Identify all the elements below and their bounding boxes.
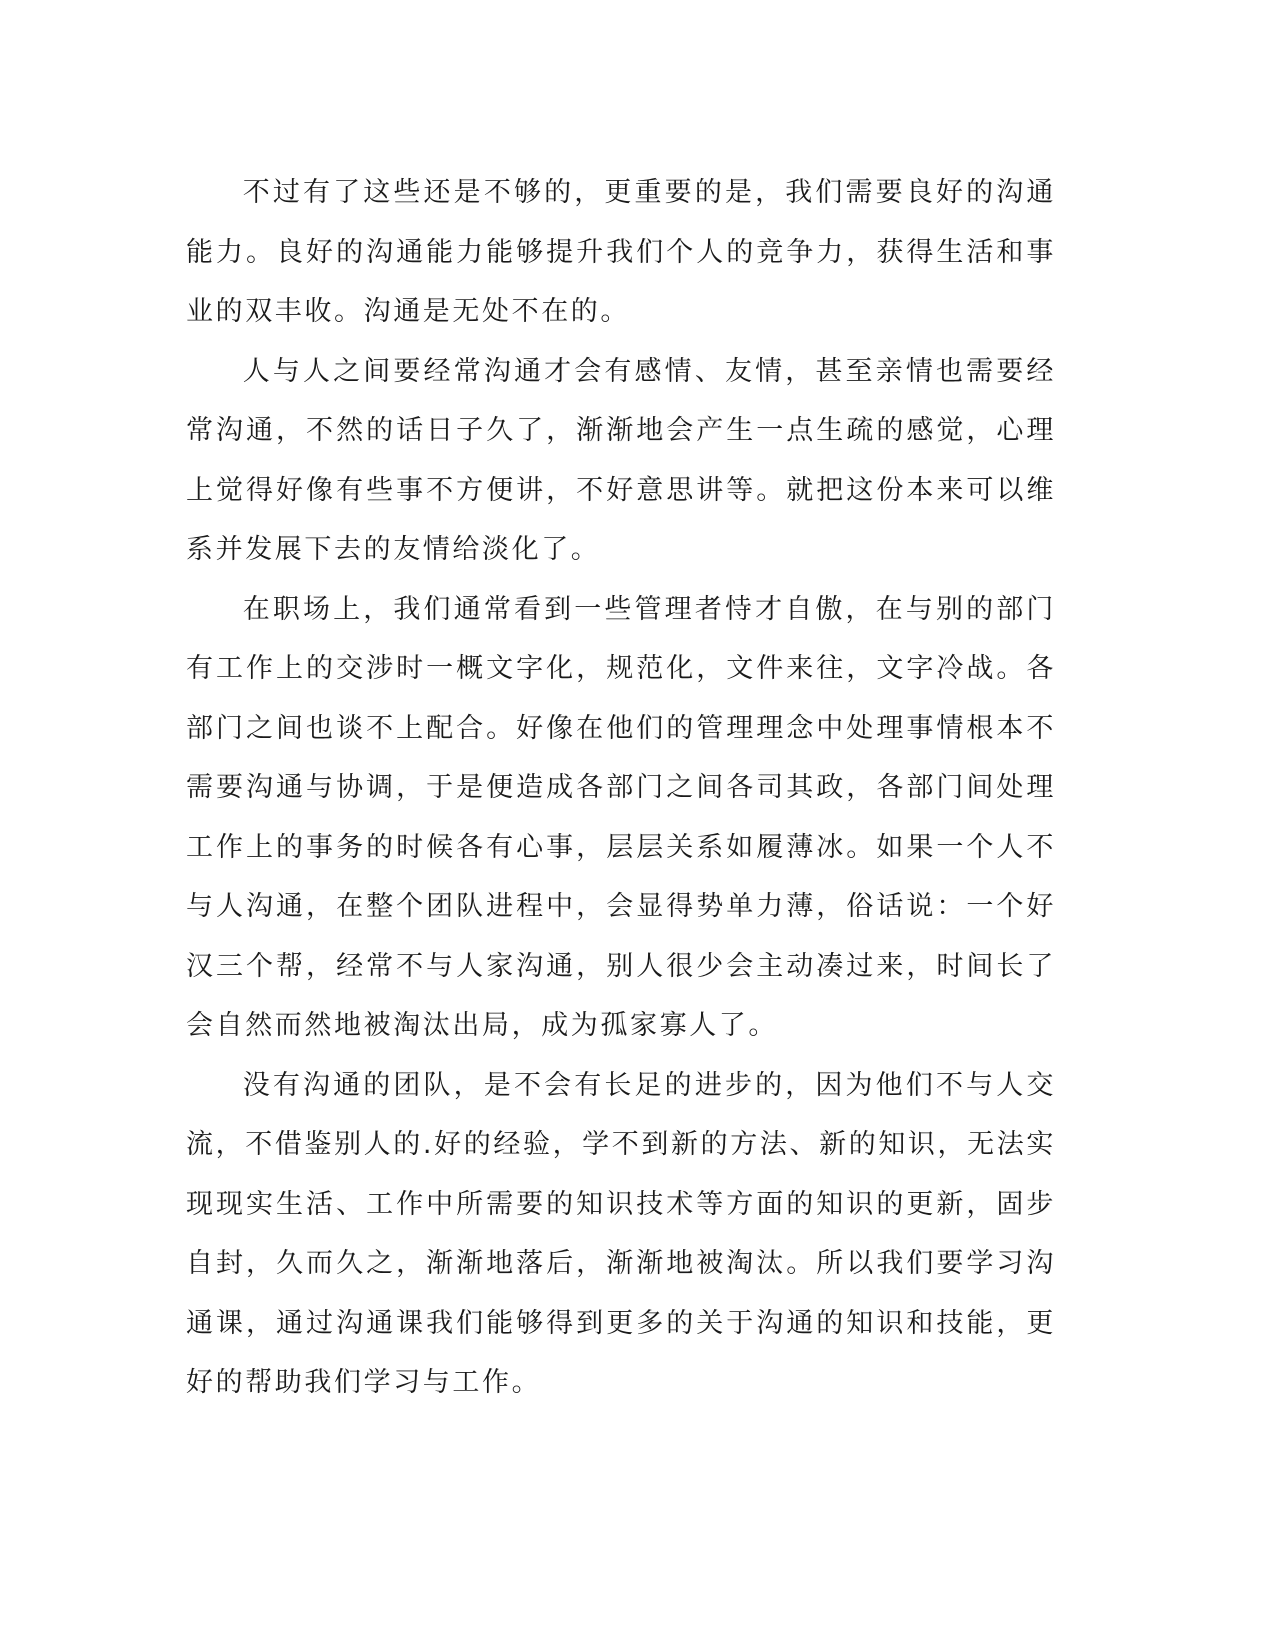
- paragraph-3: 在职场上，我们通常看到一些管理者恃才自傲，在与别的部门有工作上的交涉时一概文字化，规范化，文件来往，文字冷战。各部门之间也谈不上配合。好像在他们的管理理念中处理事情根本不需要沟通与协调，于是便造成各部门之间各司其政，各部门间处理工作上的事务的时候各有心事，层层关系如履薄冰。如果一个人不与人沟通，在整个团队进程中，会显得势单力薄，俗话说：一个好汉三个帮，经常不与人家沟通，别人很少会主动凑过来，时间长了会自然而然地被淘汰出局，成为孤家寡人了。: [186, 593, 1056, 1041]
- paragraph-4: 没有沟通的团队，是不会有长足的进步的，因为他们不与人交流，不借鉴别人的.好的经验，学不到新的方法、新的知识，无法实现现实生活、工作中所需要的知识技术等方面的知识的更新，固步自封，久而久之，渐渐地落后，渐渐地被淘汰。所以我们要学习沟通课，通过沟通课我们能够得到更多的关于沟通的知识和技能，更好的帮助我们学习与工作。: [186, 1069, 1056, 1398]
- paragraph-1: 不过有了这些还是不够的，更重要的是，我们需要良好的沟通能力。良好的沟通能力能够提升我们个人的竞争力，获得生活和事业的双丰收。沟通是无处不在的。: [186, 177, 1056, 327]
- paragraph-2: 人与人之间要经常沟通才会有感情、友情，甚至亲情也需要经常沟通，不然的话日子久了，渐渐地会产生一点生疏的感觉，心理上觉得好像有些事不方便讲，不好意思讲等。就把这份本来可以维系并发展下去的友情给淡化了。: [186, 355, 1056, 565]
- document-body: [186, 163, 1056, 1413]
